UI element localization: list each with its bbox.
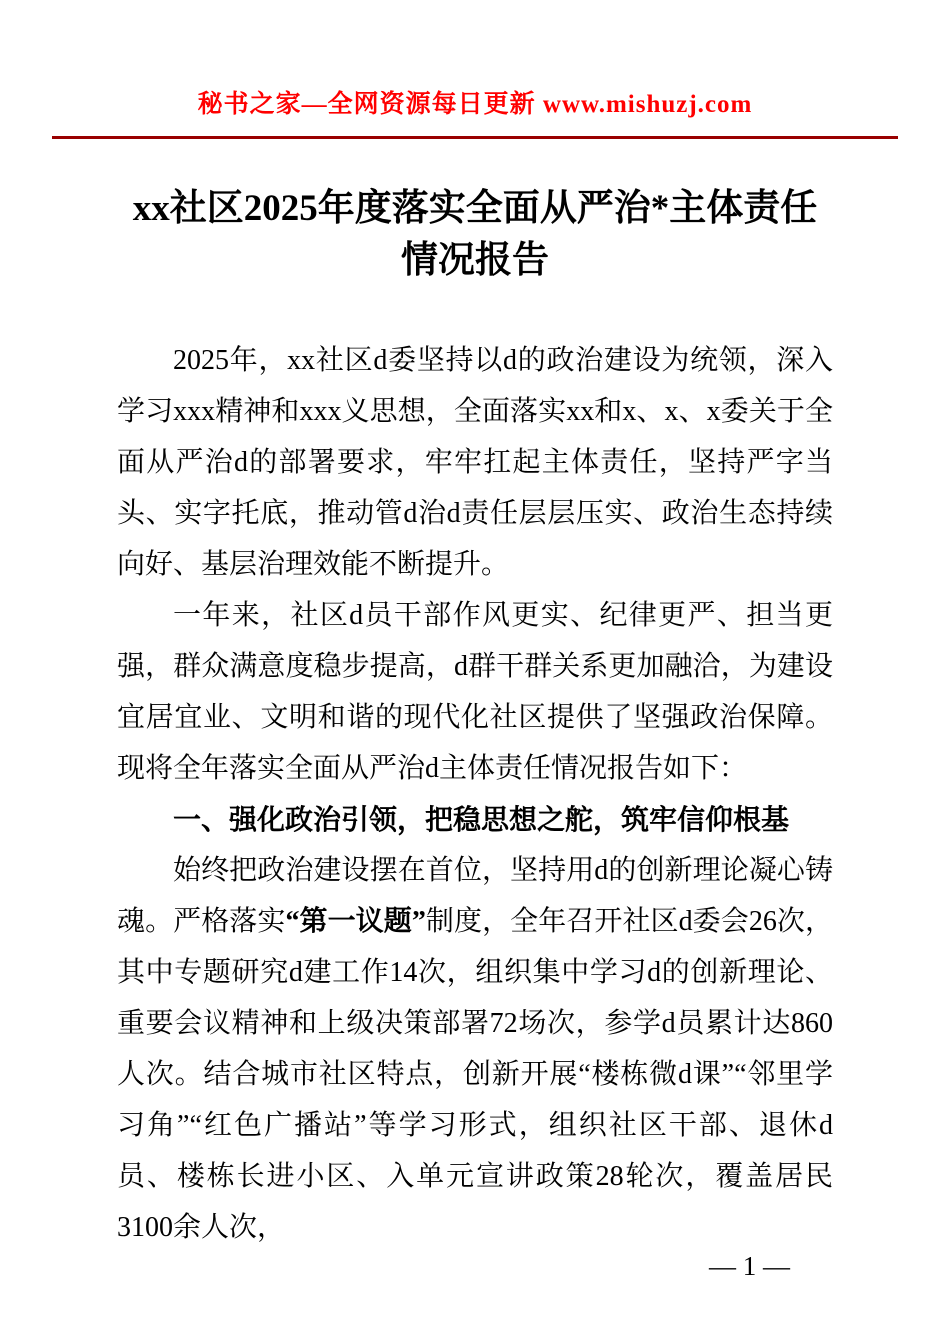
document-title-line1: xx社区2025年度落实全面从严治*主体责任 <box>132 188 818 229</box>
page-footer <box>709 1251 790 1282</box>
paragraph-section1-content <box>117 845 833 1253</box>
paragraph-intro: 2025年，xx社区d委坚持以d的政治建设为统领，深入学习xxx精神和xxx义思想，全面落实xx和x、x、x委关于全面从严治d的部署要求，牢牢扛起主体责任，坚持严字当头、实字托底，推动管d治d责任层层压实、政治生态持续向好、基层治理效能不断提升。 <box>117 345 833 580</box>
page-number: — 1 — <box>709 1251 790 1281</box>
document-title <box>0 183 950 287</box>
document-body <box>117 335 833 1253</box>
site-tagline: —全网资源每日更新 <box>301 91 543 118</box>
document-title-line2: 情况报告 <box>401 240 549 281</box>
paragraph-section1-seg2: 制度，全年召开社区d委会26次，其中专题研究d建工作14次，组织集中学习d的创新理论、重要会议精神和上级决策部署72场次，参学d员累计达860人次。结合城市社区特点，创新开展“楼栋微d课”“邻里学习角”“红色广播站”等学习形式，组织社区干部、退休d员、楼栋长进小区、入单元宣讲政策28轮次，覆盖居民3100余人次， <box>117 906 833 1243</box>
section-heading-1: 一、强化政治引领，把稳思想之舵，筑牢信仰根基 <box>173 804 790 835</box>
paragraph-section1-bold-term: “第一议题” <box>285 906 426 937</box>
site-header <box>0 0 950 139</box>
header-divider <box>52 136 898 139</box>
site-name: 秘书之家 <box>197 91 302 118</box>
paragraph-section1-seg1: 始终把政治建设摆在首位，坚持用d的创新理论凝心铸魂。严格落实 <box>117 855 833 937</box>
site-header-line <box>0 84 950 120</box>
site-url-link[interactable]: www.mishuzj.com <box>542 91 753 118</box>
paragraph-summary: 一年来，社区d员干部作风更实、纪律更严、担当更强，群众满意度稳步提高，d群干群关系更加融洽，为建设宜居宜业、文明和谐的现代化社区提供了坚强政治保障。现将全年落实全面从严治d主体责任情况报告如下： <box>117 600 833 784</box>
